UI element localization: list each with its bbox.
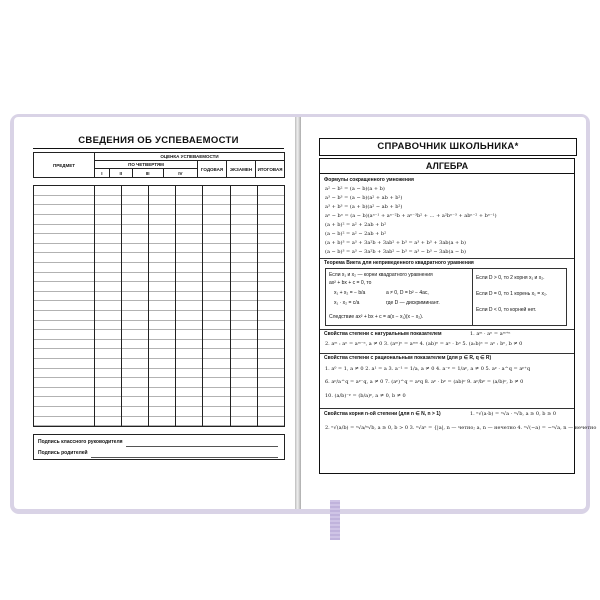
grid-column-divider [257,186,258,426]
algebra-reference [319,158,597,474]
grid-column-divider [94,186,95,426]
root-rule: 1. ⁿ√(a·b) = ⁿ√a · ⁿ√b, a ≥ 0, b ≥ 0 [470,411,557,417]
grid-column-divider [148,186,149,426]
vieta-cond: a ≠ 0, D = b² − 4ac, [386,290,429,296]
rational-rule: 6. aᵖ/a^q = aᵖ⁻q, a ≠ 0 7. (aᵖ)^q = aᵖq 8. aᵖ · bᵖ = (ab)ᵖ 9. aᵖ/bᵖ = (a/b)ᵖ, b ≠ 0 [325,379,524,385]
reference-title: СПРАВОЧНИК ШКОЛЬНИКА* [319,138,577,156]
abbrev-heading: Формулы сокращенного умножения [324,177,414,183]
root-heading: Свойства корня n-ой степени (для n ∈ N, n > 1) [324,411,441,417]
vieta-disc: где D — дискриминант. [386,300,440,306]
divider [320,353,574,354]
vieta-prod: x₁ · x₂ = c/a [334,300,360,306]
vieta-box [325,268,567,326]
grades-grid[interactable] [33,185,285,427]
exam-header: ЭКЗАМЕН [227,161,256,178]
rational-heading: Свойства степени с рациональным показателем (для p ∈ R, q ∈ R) [324,355,492,361]
divider [320,408,574,409]
formula-line: (a − b)² = a² − 2ab + b² [325,231,387,237]
natural-heading: Свойства степени с натуральным показателем [324,331,442,337]
quarter-4-header: IV [163,169,197,178]
divider [320,329,574,330]
vieta-line: Если x₁ и x₂ — корни квадратного уравнения [329,272,433,278]
root-rule: 2. ⁿ√(a/b) = ⁿ√a/ⁿ√b, a ≥ 0, b > 0 3. ⁿ√aⁿ = {|a|, n — четно; a, n — нечетно 4. ⁿ√(−a) = −ⁿ√a, n — нечетно [325,425,597,431]
algebra-section-title: АЛГЕБРА [320,159,574,174]
quarters-header: ПО ЧЕТВЕРТЯМ [95,161,198,169]
parents-signature-label: Подпись родителей [38,450,88,456]
notebook-spine [295,117,301,509]
subject-header: ПРЕДМЕТ [34,153,95,178]
grid-column-divider [202,186,203,426]
discriminant-positive: Если D > 0, то 2 корня x₁ и x₂. [476,275,545,281]
natural-rule: 1. aᵐ · aⁿ = aᵐ⁺ⁿ [470,331,511,337]
natural-rule: 2. aᵐ : aⁿ = aᵐ⁻ⁿ, a ≠ 0 3. (aᵐ)ⁿ = aᵐⁿ 4. (ab)ⁿ = aⁿ · bⁿ 5. (a:b)ⁿ = aⁿ : bⁿ, b ≠ 0 [325,341,523,347]
grades-header-table [33,152,285,178]
formula-line: (a + b)³ = a³ + 3a²b + 3ab² + b³ = a³ + b³ + 3ab(a + b) [325,240,466,246]
discriminant-zero: Если D = 0, то 1 корень x₁ = x₂. [476,291,548,297]
discriminant-negative: Если D < 0, то корней нет. [476,307,537,313]
formula-line: (a + b)² = a² + 2ab + b² [325,222,387,228]
vieta-sum: x₁ + x₂ = − b/a [334,290,366,296]
vieta-corollary: Следствие ax² + bx + c = a(x − x₁)(x − x₂). [329,314,424,320]
divider [320,258,574,259]
teacher-signature-line[interactable] [38,437,278,447]
grid-column-divider [175,186,176,426]
teacher-signature-label: Подпись классного руководителя [38,439,123,445]
formula-line: (a − b)³ = a³ − 3a²b + 3ab² − b³ = a³ − b³ − 3ab(a − b) [325,249,466,255]
vieta-heading: Теорема Виета для неприведенного квадратного уравнения [324,260,474,266]
rational-rule: 1. a⁰ = 1, a ≠ 0 2. a¹ = a 3. a⁻¹ = 1/a, a ≠ 0 4. a⁻ᵖ = 1/aᵖ, a ≠ 0 5. aᵖ · a^q = aᵖ⁺q [325,366,531,372]
formula-line: aⁿ − bⁿ = (a − b)(aⁿ⁻¹ + aⁿ⁻²b + aⁿ⁻³b² + … + a²bⁿ⁻³ + abⁿ⁻² + bⁿ⁻¹) [325,213,497,219]
grade-info-header: ОЦЕНКА УСПЕВАЕМОСТИ [95,153,285,161]
quarter-1-header: I [95,169,110,178]
formula-line: a² − b² = (a − b)(a + b) [325,186,385,192]
bookmark-ribbon[interactable] [330,500,340,540]
grid-column-divider [121,186,122,426]
final-header: ИТОГОВАЯ [256,161,285,178]
quarter-2-header: II [109,169,132,178]
vieta-line: ax² + bx + c = 0, то [329,280,372,286]
parents-signature-line[interactable] [38,448,278,458]
rational-rule: 10. (a/b)⁻ᵖ = (b/a)ᵖ, a ≠ 0, b ≠ 0 [325,393,406,399]
signature-box [33,434,285,460]
grades-title: СВЕДЕНИЯ ОБ УСПЕВАЕМОСТИ [33,134,284,149]
grid-column-divider [230,186,231,426]
formula-line: a³ + b³ = (a + b)(a² − ab + b²) [325,204,403,210]
annual-header: ГОДОВАЯ [198,161,227,178]
vieta-divider [472,269,473,325]
quarter-3-header: III [132,169,163,178]
formula-line: a³ − b³ = (a − b)(a² + ab + b²) [325,195,403,201]
